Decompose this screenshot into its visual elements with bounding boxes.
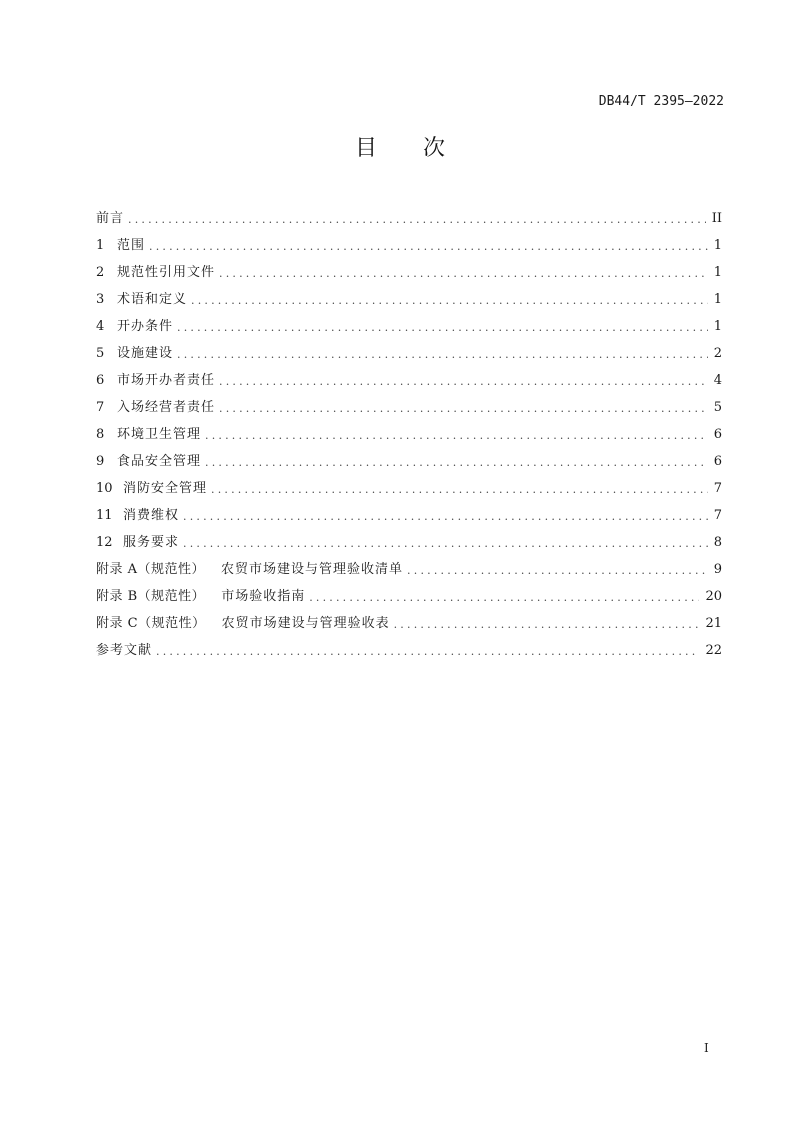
toc-page-number: 6 — [713, 453, 722, 469]
appendix-prefix: 附录 B（规范性） — [96, 588, 206, 604]
toc-page-number: 1 — [713, 291, 722, 307]
toc-entry-8[interactable] — [96, 421, 722, 448]
appendix-title: 农贸市场建设与管理验收清单 — [221, 561, 404, 577]
toc-entry-label: 参考文献 — [96, 642, 153, 658]
toc-entry-foreword[interactable] — [96, 205, 722, 232]
toc-section-number: 4 — [96, 318, 105, 334]
toc-page-number: II — [711, 210, 722, 226]
appendix-title: 农贸市场建设与管理验收表 — [221, 615, 390, 631]
toc-entry-appendix-b[interactable] — [96, 583, 722, 610]
toc-dot-leader — [211, 480, 708, 500]
appendix-title: 市场验收指南 — [221, 588, 306, 604]
toc-entry-2[interactable] — [96, 259, 722, 286]
toc-page-number: 9 — [713, 561, 722, 577]
toc-section-number: 11 — [96, 507, 113, 523]
toc-dot-leader — [183, 534, 708, 554]
toc-entry-11[interactable] — [96, 502, 722, 529]
page-title — [0, 131, 800, 162]
toc-entry-label: 服务要求 — [123, 534, 180, 550]
toc-page-number: 4 — [713, 372, 722, 388]
toc-entry-appendix-c[interactable] — [96, 610, 722, 637]
toc-page-number: 7 — [713, 480, 722, 496]
toc-entry-4[interactable] — [96, 313, 722, 340]
toc-dot-leader — [407, 561, 708, 581]
toc-section-number: 6 — [96, 372, 105, 388]
toc-dot-leader — [156, 642, 699, 662]
toc-page-number: 1 — [713, 237, 722, 253]
appendix-prefix: 附录 C（规范性） — [96, 615, 206, 631]
toc-entry-9[interactable] — [96, 448, 722, 475]
toc-section-number: 5 — [96, 345, 105, 361]
appendix-prefix: 附录 A（规范性） — [96, 561, 206, 577]
toc-dot-leader — [177, 318, 708, 338]
toc-page-number: 6 — [713, 426, 722, 442]
toc-page-number: 20 — [705, 588, 722, 604]
page-title-char-2: 次 — [423, 136, 446, 161]
toc-dot-leader — [191, 291, 708, 311]
toc-dot-leader — [128, 210, 706, 230]
toc-dot-leader — [309, 588, 699, 608]
toc-dot-leader — [394, 615, 700, 635]
page-title-char-1: 目 — [354, 136, 377, 161]
toc-entry-label: 市场开办者责任 — [117, 372, 216, 388]
toc-entry-label: 消防安全管理 — [123, 480, 208, 496]
toc-entry-appendix-a[interactable] — [96, 556, 722, 583]
toc-entry-10[interactable] — [96, 475, 722, 502]
toc-entry-3[interactable] — [96, 286, 722, 313]
toc-page-number: 1 — [713, 318, 722, 334]
toc-entry-1[interactable] — [96, 232, 722, 259]
toc-entry-label: 环境卫生管理 — [117, 426, 202, 442]
toc-entry-label: 范围 — [117, 237, 146, 253]
toc-section-number: 8 — [96, 426, 105, 442]
toc-dot-leader — [219, 372, 708, 392]
toc-entry-label: 食品安全管理 — [117, 453, 202, 469]
toc-entry-label: 消费维权 — [123, 507, 180, 523]
toc-section-number: 9 — [96, 453, 105, 469]
toc-page-number: 8 — [713, 534, 722, 550]
toc-dot-leader — [219, 264, 708, 284]
toc-page-number: 2 — [713, 345, 722, 361]
toc-entry-label: 开办条件 — [117, 318, 174, 334]
table-of-contents — [96, 205, 722, 664]
toc-entry-label: 术语和定义 — [117, 291, 188, 307]
toc-entry-label: 前言 — [96, 210, 125, 226]
toc-page-number: 7 — [713, 507, 722, 523]
toc-dot-leader — [219, 399, 708, 419]
toc-dot-leader — [149, 237, 708, 257]
toc-page-number: 5 — [713, 399, 722, 415]
document-code: DB44/T 2395—2022 — [598, 94, 724, 109]
toc-entry-7[interactable] — [96, 394, 722, 421]
toc-entry-6[interactable] — [96, 367, 722, 394]
toc-dot-leader — [205, 426, 708, 446]
toc-section-number: 10 — [96, 480, 113, 496]
toc-section-number: 2 — [96, 264, 105, 280]
toc-entry-references[interactable] — [96, 637, 722, 664]
toc-section-number: 1 — [96, 237, 105, 253]
toc-dot-leader — [205, 453, 708, 473]
toc-section-number: 12 — [96, 534, 113, 550]
toc-dot-leader — [183, 507, 708, 527]
toc-page-number: 22 — [705, 642, 722, 658]
toc-entry-label: 规范性引用文件 — [117, 264, 216, 280]
toc-page-number: 1 — [713, 264, 722, 280]
toc-page-number: 21 — [705, 615, 722, 631]
page-number: I — [704, 1041, 709, 1055]
toc-section-number: 3 — [96, 291, 105, 307]
toc-entry-12[interactable] — [96, 529, 722, 556]
toc-entry-label: 入场经营者责任 — [117, 399, 216, 415]
toc-dot-leader — [177, 345, 708, 365]
toc-entry-5[interactable] — [96, 340, 722, 367]
toc-entry-label: 设施建设 — [117, 345, 174, 361]
toc-section-number: 7 — [96, 399, 105, 415]
